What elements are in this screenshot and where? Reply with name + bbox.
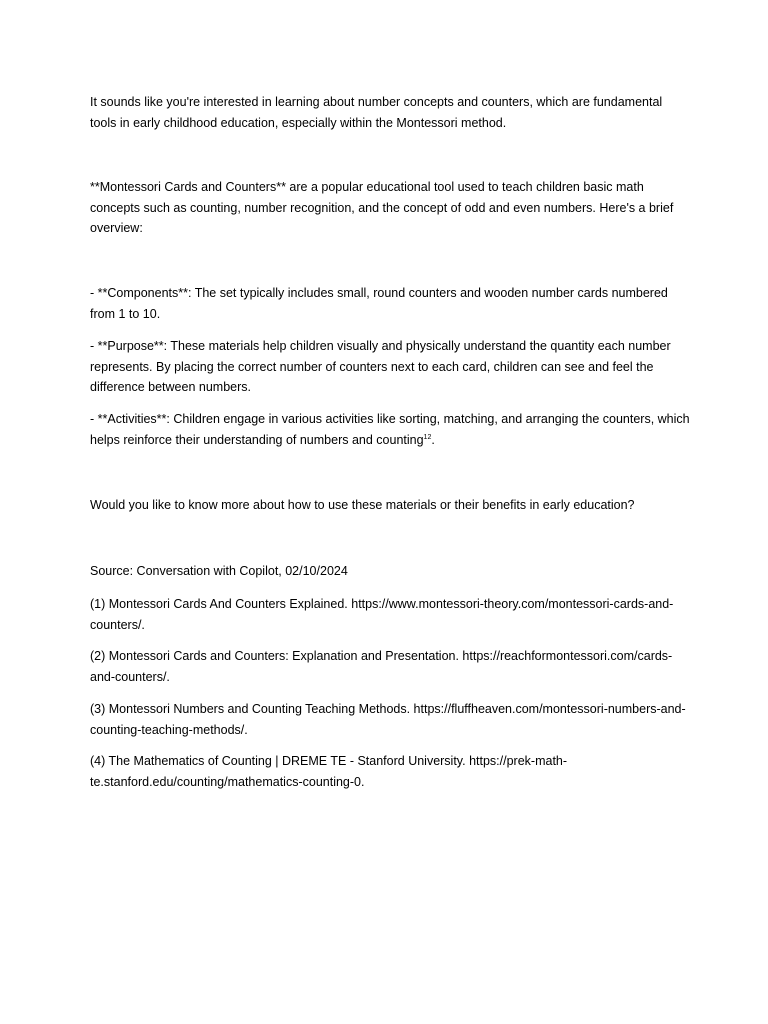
bullet-activities-period: . xyxy=(431,432,435,447)
reference-4: (4) The Mathematics of Counting | DREME TE - Stanford University. https://prek-math-te.stanford.edu/counting/mathematics-counting-0. xyxy=(90,754,568,789)
bullet-components: - **Components**: The set typically includes small, round counters and wooden number cards numbered from 1 to 10. xyxy=(90,286,668,321)
overview-paragraph: **Montessori Cards and Counters** are a popular educational tool used to teach children basic math concepts such as counting, number recognition, and the concept of odd and even numbers. Here's a brief overview: xyxy=(90,180,674,235)
reference-3: (3) Montessori Numbers and Counting Teaching Methods. https://fluffheaven.com/montessori-numbers-and-counting-teaching-methods/. xyxy=(90,702,686,737)
bullet-activities-text: - **Activities**: Children engage in various activities like sorting, matching, and arranging the counters, which helps reinforce their understanding of numbers and counting xyxy=(90,412,690,447)
reference-1: (1) Montessori Cards And Counters Explained. https://www.montessori-theory.com/montessori-cards-and-counters/. xyxy=(90,597,674,632)
question-paragraph: Would you like to know more about how to use these materials or their benefits in early education? xyxy=(90,498,635,512)
reference-2: (2) Montessori Cards and Counters: Explanation and Presentation. https://reachformontessori.com/cards-and-counters/. xyxy=(90,649,673,684)
bullet-purpose: - **Purpose**: These materials help children visually and physically understand the quantity each number represents. By placing the correct number of counters next to each card, children can see and feel the difference between numbers. xyxy=(90,339,671,394)
citation-superscript: 12 xyxy=(423,433,432,441)
source-line: Source: Conversation with Copilot, 02/10/2024 xyxy=(90,564,348,578)
bullet-activities xyxy=(90,409,690,450)
intro-paragraph: It sounds like you're interested in learning about number concepts and counters, which are fundamental tools in early childhood education, especially within the Montessori method. xyxy=(90,95,663,130)
